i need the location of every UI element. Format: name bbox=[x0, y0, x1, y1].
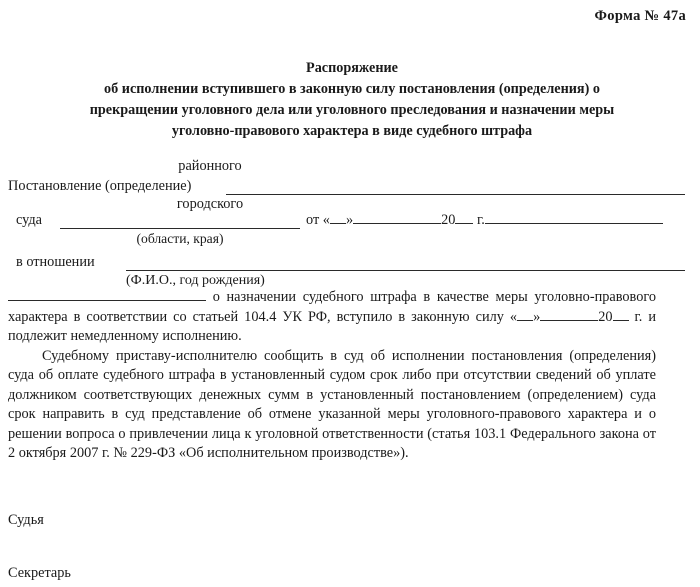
body-day-blank-field[interactable] bbox=[517, 320, 533, 321]
resolution-line bbox=[8, 178, 692, 198]
body-date-close-quote: » bbox=[533, 308, 541, 325]
subject-line bbox=[8, 254, 692, 274]
document-title-subtitle-line-3: уголовно-правового характера в виде судебного штрафа bbox=[171, 123, 533, 139]
body-year-prefix: 20 bbox=[598, 308, 613, 325]
document-title-heading: Распоряжение bbox=[306, 60, 398, 76]
document-body bbox=[8, 288, 656, 464]
form-number-label: Форма № 47а bbox=[594, 8, 686, 24]
month-blank-field[interactable] bbox=[353, 223, 441, 224]
judge-signature-label: Судья bbox=[8, 512, 44, 528]
resolution-label: Постановление (определение) bbox=[8, 178, 192, 194]
secretary-signature-label: Секретарь bbox=[8, 565, 71, 581]
date-tail-blank-field[interactable] bbox=[485, 223, 663, 224]
court-type-upper-label: районного bbox=[178, 158, 242, 174]
court-name-line bbox=[8, 212, 692, 232]
region-note-label: (области, края) bbox=[136, 231, 224, 246]
document-title-block bbox=[62, 58, 642, 142]
body-month-blank-field[interactable] bbox=[540, 320, 598, 321]
date-group bbox=[306, 212, 663, 229]
court-name-blank-field[interactable] bbox=[60, 228, 300, 229]
document-title-subtitle-line-1: об исполнении вступившего в законную силу постановления (определения) о bbox=[104, 81, 600, 97]
body-paragraph-1-text-part-1: о назначении судебного штрафа в качестве меры уголовно-правового характера в соответствии со статьей 104.4 УК РФ, вступило в законную силу bbox=[8, 289, 656, 325]
body-paragraph-2: Судебному приставу-исполнителю сообщить в суд об исполнении постановления (определения) суда об оплате судебного штрафа в установленный судом срок либо при отсутствии сведений об уплате должником соответствующих денежных сумм в установленный постановлением (определением) суда срок направить в суд представление об отмене указанной меры уголовного-правового характера и о решении вопроса о привлечении лица к уголовной ответственности (статья 103.1 Федерального закона от 2 октября 2007 г. № 229-ФЗ «Об исполнительном производстве»). bbox=[8, 347, 656, 461]
case-reference-blank-field[interactable] bbox=[8, 300, 206, 301]
year-prefix-label: 20 bbox=[441, 212, 456, 228]
in-respect-of-label: в отношении bbox=[16, 254, 95, 270]
body-paragraph-1 bbox=[8, 288, 656, 347]
date-quote-close-label: » bbox=[345, 212, 354, 228]
subject-blank-field[interactable] bbox=[126, 270, 685, 271]
day-blank-field[interactable] bbox=[330, 223, 346, 224]
date-prefix-label: от « bbox=[306, 212, 330, 228]
year-blank-field[interactable] bbox=[455, 223, 473, 224]
court-type-upper-row bbox=[8, 158, 692, 178]
form-fields-section bbox=[8, 158, 692, 288]
court-type-lower-label: городского bbox=[176, 196, 244, 212]
body-year-blank-field[interactable] bbox=[613, 320, 629, 321]
resolution-blank-field[interactable] bbox=[226, 194, 685, 195]
court-label: суда bbox=[16, 212, 43, 228]
body-paragraph-1-text-part-2: г. и подлежит немедленному исполнению. bbox=[8, 308, 656, 344]
body-date-open-quote: « bbox=[509, 308, 518, 325]
year-suffix-label: г. bbox=[476, 212, 485, 228]
fio-note-label: (Ф.И.О., год рождения) bbox=[126, 273, 265, 288]
document-title-subtitle-line-2: прекращении уголовного дела или уголовного преследования и назначении меры bbox=[89, 102, 615, 118]
